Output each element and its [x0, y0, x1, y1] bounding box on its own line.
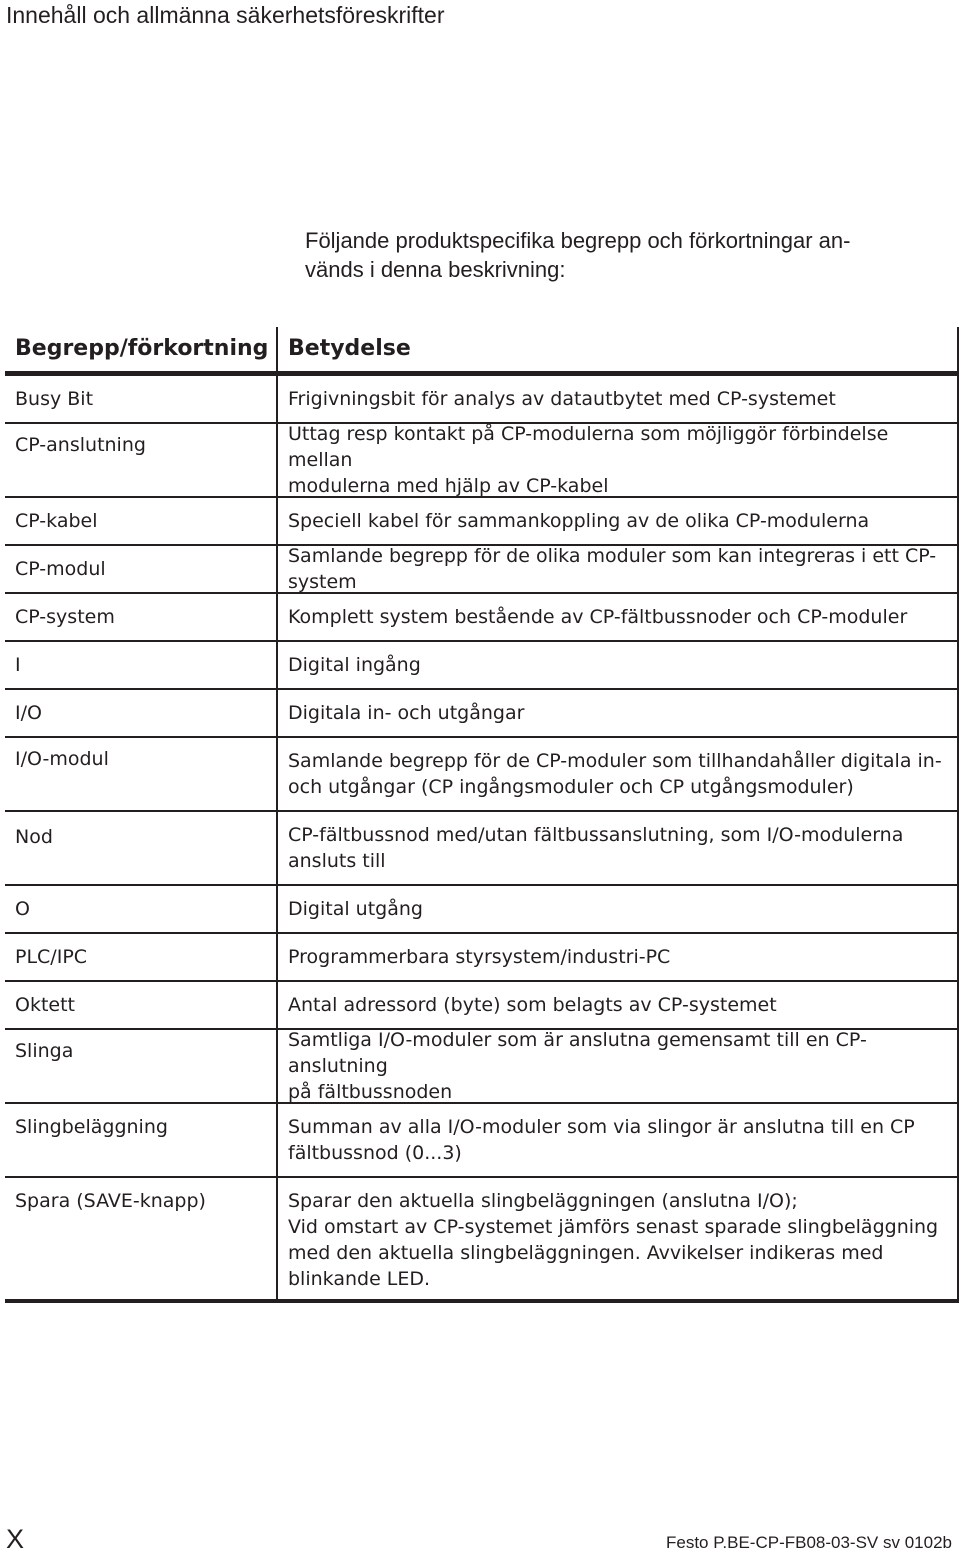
term-cell: Busy Bit: [15, 388, 94, 410]
term-cell: Oktett: [15, 994, 75, 1016]
term-cell: CP-modul: [15, 558, 106, 580]
meaning-cell: Speciell kabel för sammankoppling av de olika CP-modulerna: [276, 498, 959, 544]
meaning-cell: Sparar den aktuella slingbeläggningen (anslutna I/O); Vid omstart av CP-systemet jämförs senast sparade slingbeläggning med den aktuella slingbeläggningen. Avvikelser indikeras med blinkande LED.: [276, 1178, 959, 1299]
table-row: [5, 498, 959, 546]
document-reference: Festo P.BE-CP-FB08-03-SV sv 0102b: [666, 1533, 952, 1552]
page-number: X: [6, 1524, 25, 1554]
term-cell: Spara (SAVE-knapp): [15, 1190, 206, 1212]
meaning-cell: Komplett system bestående av CP-fältbussnoder och CP-moduler: [276, 594, 959, 640]
table-row: [5, 424, 959, 498]
term-cell: CP-anslutning: [15, 434, 146, 456]
meaning-cell: CP-fältbussnod med/utan fältbussanslutning, som I/O-modulerna ansluts till: [276, 812, 959, 884]
meaning-cell: Digital ingång: [276, 642, 959, 688]
term-cell: O: [15, 898, 30, 920]
term-cell: I/O: [15, 702, 42, 724]
meaning-cell: Samlande begrepp för de olika moduler som kan integreras i ett CP-system: [276, 546, 959, 592]
term-cell: I/O-modul: [15, 748, 109, 770]
term-cell: PLC/IPC: [15, 946, 88, 968]
meaning-cell: Summan av alla I/O-moduler som via slingor är anslutna till en CP fältbussnod (0...3): [276, 1104, 959, 1176]
table-row: [5, 376, 959, 424]
table-row: [5, 690, 959, 738]
meaning-cell: Frigivningsbit för analys av datautbytet med CP-systemet: [276, 376, 959, 422]
table-row: [5, 812, 959, 886]
table-row: [5, 738, 959, 812]
table-row: [5, 886, 959, 934]
meaning-cell: Samtliga I/O-moduler som är anslutna gemensamt till en CP-anslutning på fältbussnoden: [276, 1030, 959, 1102]
term-cell: Nod: [15, 826, 53, 848]
meaning-cell: Uttag resp kontakt på CP-modulerna som möjliggör förbindelse mellan modulerna med hjälp av CP-kabel: [276, 424, 959, 496]
table-row: [5, 642, 959, 690]
table-header-row: [5, 327, 959, 376]
meaning-cell: Digital utgång: [276, 886, 959, 932]
meaning-cell: Digitala in- och utgångar: [276, 690, 959, 736]
terms-table: [5, 327, 959, 1303]
table-row: [5, 934, 959, 982]
table-row: [5, 594, 959, 642]
term-cell: CP-system: [15, 606, 115, 628]
term-cell: CP-kabel: [15, 510, 98, 532]
column-header-term: Begrepp/förkortning: [15, 336, 269, 361]
table-row: [5, 1178, 959, 1299]
intro-text: Följande produktspecifika begrepp och förkortningar an- vänds i denna beskrivning:: [305, 228, 851, 282]
table-row: [5, 546, 959, 594]
table-row: [5, 982, 959, 1030]
table-row: [5, 1104, 959, 1178]
meaning-cell: Antal adressord (byte) som belagts av CP-systemet: [276, 982, 959, 1028]
term-cell: Slinga: [15, 1040, 74, 1062]
column-header-meaning: Betydelse: [276, 327, 959, 371]
meaning-cell: Programmerbara styrsystem/industri-PC: [276, 934, 959, 980]
meaning-cell: Samlande begrepp för de CP-moduler som tillhandahåller digitala in- och utgångar (CP ingångsmoduler och CP utgångsmoduler): [276, 738, 959, 810]
term-cell: Slingbeläggning: [15, 1116, 168, 1138]
term-cell: I: [15, 654, 21, 676]
page-header-title: Innehåll och allmänna säkerhetsföreskrifter: [6, 2, 445, 28]
table-row: [5, 1030, 959, 1104]
